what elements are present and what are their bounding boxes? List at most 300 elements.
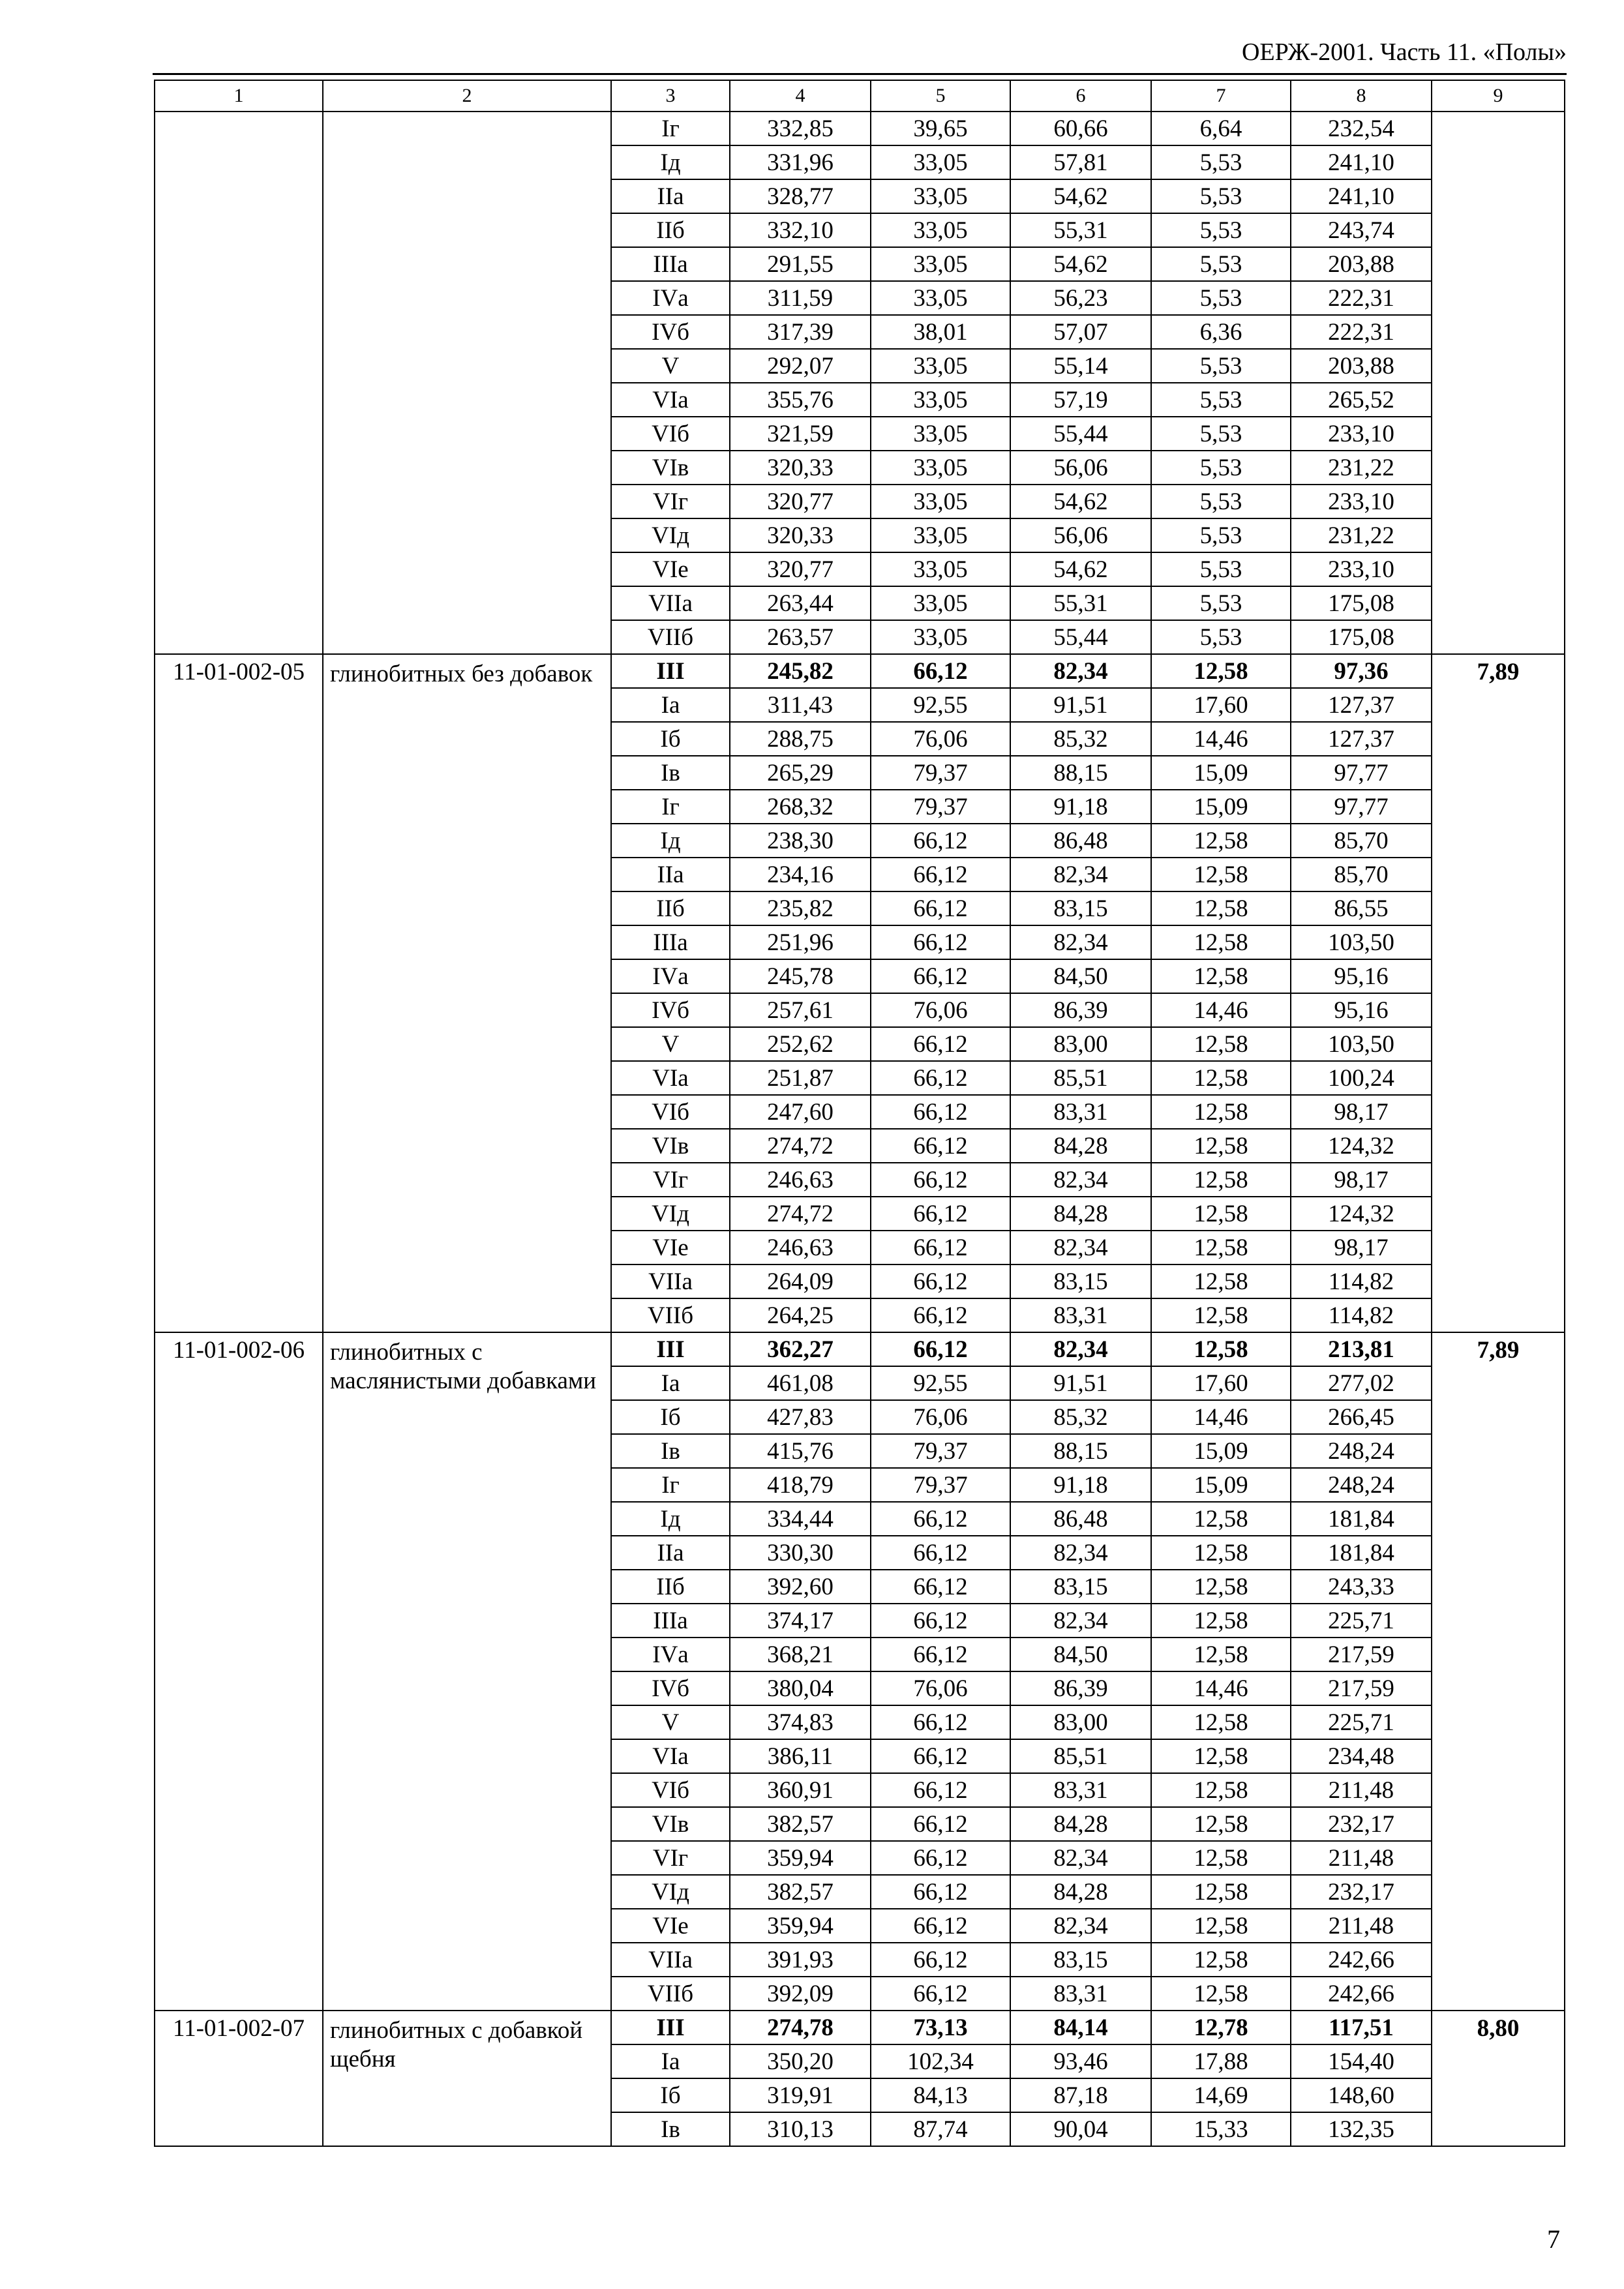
value-cell-col4: 359,94: [730, 1909, 871, 1943]
zone-cell: Iд: [611, 824, 730, 858]
value-cell-col5: 66,12: [871, 1807, 1010, 1841]
value-cell-col7: 5,53: [1151, 417, 1291, 451]
column-number: 4: [730, 80, 871, 112]
value-cell-col7: 5,53: [1151, 383, 1291, 417]
value-cell-col7: 12,58: [1151, 1332, 1291, 1366]
value-cell-col5: 33,05: [871, 247, 1010, 281]
value-cell-col8: 103,50: [1291, 925, 1432, 959]
value-cell-col6: 82,34: [1010, 1163, 1151, 1197]
value-cell-col6: 83,31: [1010, 1773, 1151, 1807]
value-cell-col4: 359,94: [730, 1841, 871, 1875]
value-cell-col6: 83,15: [1010, 1943, 1151, 1977]
value-cell-col7: 12,58: [1151, 1027, 1291, 1061]
value-cell-col5: 33,05: [871, 383, 1010, 417]
value-cell-col5: 66,12: [871, 959, 1010, 993]
value-cell-col6: 82,34: [1010, 1841, 1151, 1875]
value-cell-col6: 55,44: [1010, 417, 1151, 451]
value-cell-col6: 82,34: [1010, 1536, 1151, 1570]
value-cell-col8: 211,48: [1291, 1909, 1432, 1943]
zone-cell: Iд: [611, 145, 730, 179]
value-cell-col6: 86,39: [1010, 1671, 1151, 1705]
value-cell-col6: 56,06: [1010, 451, 1151, 485]
value-cell-col7: 12,58: [1151, 858, 1291, 891]
value-cell-col8: 233,10: [1291, 417, 1432, 451]
value-cell-col8: 225,71: [1291, 1604, 1432, 1638]
zone-cell: Iг: [611, 1468, 730, 1502]
value-cell-col7: 12,58: [1151, 1061, 1291, 1095]
rate-code: 11-01-002-07: [155, 2011, 323, 2146]
value-cell-col5: 102,34: [871, 2044, 1010, 2078]
value-cell-col6: 82,34: [1010, 1604, 1151, 1638]
value-cell-col7: 5,53: [1151, 213, 1291, 247]
value-cell-col7: 12,58: [1151, 824, 1291, 858]
value-cell-col8: 242,66: [1291, 1977, 1432, 2011]
zone-cell: IIа: [611, 858, 730, 891]
value-cell-col4: 374,17: [730, 1604, 871, 1638]
value-cell-col7: 17,60: [1151, 1366, 1291, 1400]
value-cell-col7: 12,58: [1151, 1129, 1291, 1163]
value-cell-col4: 382,57: [730, 1807, 871, 1841]
value-cell-col4: 427,83: [730, 1400, 871, 1434]
value-cell-col8: 127,37: [1291, 688, 1432, 722]
zone-cell: IVб: [611, 993, 730, 1027]
value-cell-col7: 12,58: [1151, 1977, 1291, 2011]
zone-cell: V: [611, 1705, 730, 1739]
value-cell-col4: 257,61: [730, 993, 871, 1027]
zone-cell: VIд: [611, 518, 730, 552]
zone-cell: IVа: [611, 959, 730, 993]
value-cell-col6: 82,34: [1010, 858, 1151, 891]
zone-cell: Iа: [611, 1366, 730, 1400]
value-cell-col6: 55,44: [1010, 620, 1151, 654]
value-cell-col4: 274,72: [730, 1129, 871, 1163]
zone-cell: VIб: [611, 417, 730, 451]
value-cell-col5: 79,37: [871, 1468, 1010, 1502]
value-cell-col5: 66,12: [871, 654, 1010, 688]
value-cell-col7: 5,53: [1151, 451, 1291, 485]
value-cell-col8: 241,10: [1291, 179, 1432, 213]
value-cell-col6: 82,34: [1010, 1231, 1151, 1264]
zone-cell: VIIб: [611, 620, 730, 654]
value-cell-col7: 5,53: [1151, 552, 1291, 586]
value-cell-col5: 66,12: [871, 1604, 1010, 1638]
zone-cell: Iг: [611, 790, 730, 824]
value-cell-col4: 245,82: [730, 654, 871, 688]
value-cell-col4: 461,08: [730, 1366, 871, 1400]
zone-cell: VIд: [611, 1875, 730, 1909]
column-number: 6: [1010, 80, 1151, 112]
value-cell-col8: 117,51: [1291, 2011, 1432, 2044]
table-row: [155, 1332, 1565, 1366]
zone-cell: Iб: [611, 722, 730, 756]
value-cell-col7: 14,46: [1151, 1400, 1291, 1434]
value-cell-col6: 57,19: [1010, 383, 1151, 417]
value-cell-col4: 320,33: [730, 518, 871, 552]
value-cell-col7: 12,58: [1151, 654, 1291, 688]
column-number: 5: [871, 80, 1010, 112]
work-description: глинобитных с добавкой щебня: [323, 2011, 611, 2146]
value-cell-col4: 263,44: [730, 586, 871, 620]
zone-cell: IIб: [611, 213, 730, 247]
value-cell-col4: 334,44: [730, 1502, 871, 1536]
value-cell-col7: 12,58: [1151, 1298, 1291, 1332]
value-cell-col4: 292,07: [730, 349, 871, 383]
value-cell-col4: 362,27: [730, 1332, 871, 1366]
value-cell-col8: 232,54: [1291, 112, 1432, 145]
zone-cell: VIIа: [611, 586, 730, 620]
value-cell-col9: 7,89: [1432, 654, 1565, 1332]
value-cell-col7: 6,64: [1151, 112, 1291, 145]
value-cell-col8: 181,84: [1291, 1536, 1432, 1570]
column-number: 9: [1432, 80, 1565, 112]
value-cell-col8: 232,17: [1291, 1875, 1432, 1909]
value-cell-col6: 55,31: [1010, 213, 1151, 247]
value-cell-col5: 79,37: [871, 756, 1010, 790]
value-cell-col6: 83,00: [1010, 1705, 1151, 1739]
value-cell-col7: 5,53: [1151, 281, 1291, 315]
value-cell-col8: 114,82: [1291, 1264, 1432, 1298]
value-cell-col5: 66,12: [871, 1027, 1010, 1061]
value-cell-col8: 233,10: [1291, 552, 1432, 586]
value-cell-col4: 328,77: [730, 179, 871, 213]
zone-cell: IIIа: [611, 925, 730, 959]
value-cell-col4: 391,93: [730, 1943, 871, 1977]
zone-cell: VIIб: [611, 1298, 730, 1332]
zone-cell: Iв: [611, 1434, 730, 1468]
value-cell-col8: 98,17: [1291, 1095, 1432, 1129]
value-cell-col5: 66,12: [871, 1909, 1010, 1943]
value-cell-col6: 84,28: [1010, 1875, 1151, 1909]
value-cell-col5: 66,12: [871, 1705, 1010, 1739]
value-cell-col8: 217,59: [1291, 1638, 1432, 1671]
value-cell-col4: 330,30: [730, 1536, 871, 1570]
value-cell-col5: 66,12: [871, 1061, 1010, 1095]
value-cell-col4: 245,78: [730, 959, 871, 993]
zone-cell: VIе: [611, 1909, 730, 1943]
value-cell-col8: 97,77: [1291, 790, 1432, 824]
value-cell-col6: 83,15: [1010, 1570, 1151, 1604]
value-cell-col5: 33,05: [871, 485, 1010, 518]
value-cell-col5: 66,12: [871, 1129, 1010, 1163]
value-cell-col7: 14,46: [1151, 1671, 1291, 1705]
value-cell-col8: 175,08: [1291, 620, 1432, 654]
value-cell-col8: 231,22: [1291, 451, 1432, 485]
value-cell-col4: 332,85: [730, 112, 871, 145]
value-cell-col5: 66,12: [871, 824, 1010, 858]
table-row: [155, 654, 1565, 688]
value-cell-col6: 83,15: [1010, 1264, 1151, 1298]
zone-cell: Iв: [611, 756, 730, 790]
value-cell-col8: 154,40: [1291, 2044, 1432, 2078]
value-cell-col5: 66,12: [871, 891, 1010, 925]
column-number: 3: [611, 80, 730, 112]
value-cell-col8: 97,36: [1291, 654, 1432, 688]
value-cell-col6: 84,28: [1010, 1807, 1151, 1841]
value-cell-col8: 211,48: [1291, 1773, 1432, 1807]
value-cell-col4: 319,91: [730, 2078, 871, 2112]
zone-cell: VIд: [611, 1197, 730, 1231]
value-cell-col6: 91,51: [1010, 1366, 1151, 1400]
value-cell-col7: 15,09: [1151, 1434, 1291, 1468]
value-cell-col6: 87,18: [1010, 2078, 1151, 2112]
value-cell-col7: 17,60: [1151, 688, 1291, 722]
value-cell-col8: 213,81: [1291, 1332, 1432, 1366]
value-cell-col7: 12,58: [1151, 1264, 1291, 1298]
value-cell-col6: 91,18: [1010, 790, 1151, 824]
zone-cell: III: [611, 1332, 730, 1366]
zone-cell: VIб: [611, 1095, 730, 1129]
value-cell-col7: 5,53: [1151, 145, 1291, 179]
value-cell-col5: 33,05: [871, 586, 1010, 620]
value-cell-col8: 203,88: [1291, 247, 1432, 281]
value-cell-col8: 86,55: [1291, 891, 1432, 925]
value-cell-col5: 66,12: [871, 1977, 1010, 2011]
value-cell-col7: 12,58: [1151, 1773, 1291, 1807]
value-cell-col4: 320,77: [730, 485, 871, 518]
value-cell-col8: 114,82: [1291, 1298, 1432, 1332]
value-cell-col9: [1432, 112, 1565, 654]
zone-cell: IIб: [611, 891, 730, 925]
zone-cell: IIIа: [611, 247, 730, 281]
zone-cell: VIIб: [611, 1977, 730, 2011]
value-cell-col5: 66,12: [871, 1773, 1010, 1807]
rate-code: 11-01-002-06: [155, 1332, 323, 2011]
value-cell-col5: 66,12: [871, 1875, 1010, 1909]
zone-cell: VIа: [611, 383, 730, 417]
value-cell-col4: 311,43: [730, 688, 871, 722]
zone-cell: V: [611, 349, 730, 383]
value-cell-col6: 88,15: [1010, 1434, 1151, 1468]
value-cell-col5: 33,05: [871, 213, 1010, 247]
value-cell-col5: 66,12: [871, 858, 1010, 891]
value-cell-col8: 95,16: [1291, 993, 1432, 1027]
zone-cell: IIа: [611, 1536, 730, 1570]
value-cell-col7: 14,69: [1151, 2078, 1291, 2112]
value-cell-col7: 5,53: [1151, 586, 1291, 620]
value-cell-col4: 251,96: [730, 925, 871, 959]
zone-cell: VIа: [611, 1739, 730, 1773]
value-cell-col5: 66,12: [871, 1502, 1010, 1536]
value-cell-col7: 12,58: [1151, 1536, 1291, 1570]
value-cell-col7: 12,58: [1151, 1197, 1291, 1231]
value-cell-col7: 6,36: [1151, 315, 1291, 349]
value-cell-col4: 374,83: [730, 1705, 871, 1739]
zone-cell: VIг: [611, 485, 730, 518]
value-cell-col5: 66,12: [871, 1197, 1010, 1231]
value-cell-col6: 88,15: [1010, 756, 1151, 790]
value-cell-col5: 33,05: [871, 451, 1010, 485]
value-cell-col5: 33,05: [871, 417, 1010, 451]
value-cell-col8: 85,70: [1291, 824, 1432, 858]
value-cell-col6: 54,62: [1010, 179, 1151, 213]
value-cell-col7: 5,53: [1151, 247, 1291, 281]
value-cell-col4: 268,32: [730, 790, 871, 824]
value-cell-col5: 33,05: [871, 145, 1010, 179]
value-cell-col5: 66,12: [871, 1095, 1010, 1129]
column-number: 2: [323, 80, 611, 112]
value-cell-col4: 320,77: [730, 552, 871, 586]
value-cell-col8: 132,35: [1291, 2112, 1432, 2146]
zone-cell: Iб: [611, 1400, 730, 1434]
value-cell-col9: 7,89: [1432, 1332, 1565, 2011]
value-cell-col5: 33,05: [871, 620, 1010, 654]
header-rule: [153, 73, 1567, 75]
zone-cell: IIа: [611, 179, 730, 213]
value-cell-col5: 66,12: [871, 925, 1010, 959]
value-cell-col7: 12,58: [1151, 1705, 1291, 1739]
column-number: 8: [1291, 80, 1432, 112]
zone-cell: VIб: [611, 1773, 730, 1807]
value-cell-col7: 5,53: [1151, 485, 1291, 518]
value-cell-col6: 83,31: [1010, 1298, 1151, 1332]
value-cell-col4: 331,96: [730, 145, 871, 179]
value-cell-col7: 12,58: [1151, 959, 1291, 993]
value-cell-col8: 248,24: [1291, 1468, 1432, 1502]
value-cell-col5: 76,06: [871, 722, 1010, 756]
value-cell-col5: 76,06: [871, 1671, 1010, 1705]
value-cell-col8: 181,84: [1291, 1502, 1432, 1536]
zone-cell: VIIа: [611, 1264, 730, 1298]
value-cell-col4: 288,75: [730, 722, 871, 756]
value-cell-col4: 368,21: [730, 1638, 871, 1671]
value-cell-col7: 12,58: [1151, 1570, 1291, 1604]
value-cell-col8: 243,33: [1291, 1570, 1432, 1604]
zone-cell: Iд: [611, 1502, 730, 1536]
value-cell-col7: 14,46: [1151, 722, 1291, 756]
value-cell-col8: 148,60: [1291, 2078, 1432, 2112]
value-cell-col5: 66,12: [871, 1264, 1010, 1298]
value-cell-col6: 84,28: [1010, 1129, 1151, 1163]
zone-cell: VIе: [611, 552, 730, 586]
value-cell-col5: 76,06: [871, 1400, 1010, 1434]
value-cell-col7: 12,58: [1151, 1807, 1291, 1841]
value-cell-col6: 85,51: [1010, 1061, 1151, 1095]
value-cell-col8: 232,17: [1291, 1807, 1432, 1841]
value-cell-col6: 82,34: [1010, 654, 1151, 688]
value-cell-col7: 12,58: [1151, 1875, 1291, 1909]
column-number-row: [155, 80, 1565, 112]
value-cell-col8: 85,70: [1291, 858, 1432, 891]
zone-cell: VIе: [611, 1231, 730, 1264]
value-cell-col6: 83,00: [1010, 1027, 1151, 1061]
work-description: [323, 112, 611, 654]
value-cell-col7: 17,88: [1151, 2044, 1291, 2078]
value-cell-col4: 264,09: [730, 1264, 871, 1298]
value-cell-col5: 66,12: [871, 1570, 1010, 1604]
value-cell-col7: 12,58: [1151, 891, 1291, 925]
value-cell-col7: 15,09: [1151, 790, 1291, 824]
value-cell-col4: 321,59: [730, 417, 871, 451]
value-cell-col5: 38,01: [871, 315, 1010, 349]
value-cell-col4: 360,91: [730, 1773, 871, 1807]
zone-cell: III: [611, 2011, 730, 2044]
value-cell-col8: 241,10: [1291, 145, 1432, 179]
value-cell-col4: 234,16: [730, 858, 871, 891]
value-cell-col5: 92,55: [871, 1366, 1010, 1400]
value-cell-col6: 84,14: [1010, 2011, 1151, 2044]
zone-cell: IVб: [611, 315, 730, 349]
value-cell-col7: 15,09: [1151, 756, 1291, 790]
value-cell-col4: 418,79: [730, 1468, 871, 1502]
value-cell-col8: 265,52: [1291, 383, 1432, 417]
zone-cell: IVб: [611, 1671, 730, 1705]
value-cell-col4: 392,09: [730, 1977, 871, 2011]
value-cell-col5: 84,13: [871, 2078, 1010, 2112]
value-cell-col5: 66,12: [871, 1739, 1010, 1773]
value-cell-col4: 246,63: [730, 1163, 871, 1197]
value-cell-col5: 66,12: [871, 1943, 1010, 1977]
value-cell-col6: 90,04: [1010, 2112, 1151, 2146]
value-cell-col6: 84,50: [1010, 1638, 1151, 1671]
value-cell-col6: 91,18: [1010, 1468, 1151, 1502]
value-cell-col7: 12,58: [1151, 1909, 1291, 1943]
value-cell-col6: 86,48: [1010, 824, 1151, 858]
value-cell-col7: 12,58: [1151, 1943, 1291, 1977]
value-cell-col7: 5,53: [1151, 518, 1291, 552]
value-cell-col8: 98,17: [1291, 1231, 1432, 1264]
value-cell-col8: 277,02: [1291, 1366, 1432, 1400]
value-cell-col8: 127,37: [1291, 722, 1432, 756]
value-cell-col6: 56,06: [1010, 518, 1151, 552]
zone-cell: Iг: [611, 112, 730, 145]
zone-cell: VIIа: [611, 1943, 730, 1977]
value-cell-col8: 124,32: [1291, 1129, 1432, 1163]
value-cell-col8: 98,17: [1291, 1163, 1432, 1197]
value-cell-col5: 33,05: [871, 281, 1010, 315]
value-cell-col6: 85,32: [1010, 722, 1151, 756]
value-cell-col6: 56,23: [1010, 281, 1151, 315]
zone-cell: Iб: [611, 2078, 730, 2112]
column-number: 1: [155, 80, 323, 112]
value-cell-col7: 12,58: [1151, 1163, 1291, 1197]
value-cell-col6: 83,15: [1010, 891, 1151, 925]
value-cell-col4: 252,62: [730, 1027, 871, 1061]
value-cell-col8: 97,77: [1291, 756, 1432, 790]
value-cell-col6: 54,62: [1010, 247, 1151, 281]
value-cell-col9: 8,80: [1432, 2011, 1565, 2146]
value-cell-col8: 222,31: [1291, 315, 1432, 349]
value-cell-col7: 5,53: [1151, 349, 1291, 383]
value-cell-col6: 82,34: [1010, 925, 1151, 959]
value-cell-col8: 233,10: [1291, 485, 1432, 518]
value-cell-col7: 5,53: [1151, 620, 1291, 654]
value-cell-col7: 5,53: [1151, 179, 1291, 213]
value-cell-col4: 350,20: [730, 2044, 871, 2078]
value-cell-col6: 60,66: [1010, 112, 1151, 145]
zone-cell: Iа: [611, 688, 730, 722]
value-cell-col4: 392,60: [730, 1570, 871, 1604]
zone-cell: VIв: [611, 1129, 730, 1163]
value-cell-col8: 243,74: [1291, 213, 1432, 247]
value-cell-col6: 57,07: [1010, 315, 1151, 349]
value-cell-col4: 274,72: [730, 1197, 871, 1231]
value-cell-col6: 54,62: [1010, 485, 1151, 518]
value-cell-col4: 264,25: [730, 1298, 871, 1332]
value-cell-col5: 66,12: [871, 1841, 1010, 1875]
value-cell-col6: 57,81: [1010, 145, 1151, 179]
value-cell-col5: 73,13: [871, 2011, 1010, 2044]
value-cell-col8: 222,31: [1291, 281, 1432, 315]
value-cell-col6: 84,28: [1010, 1197, 1151, 1231]
zone-cell: III: [611, 654, 730, 688]
value-cell-col7: 12,58: [1151, 1604, 1291, 1638]
zone-cell: VIг: [611, 1841, 730, 1875]
value-cell-col4: 386,11: [730, 1739, 871, 1773]
rate-code: [155, 112, 323, 654]
page-number: 7: [1547, 2224, 1560, 2254]
value-cell-col4: 332,10: [730, 213, 871, 247]
value-cell-col7: 14,46: [1151, 993, 1291, 1027]
